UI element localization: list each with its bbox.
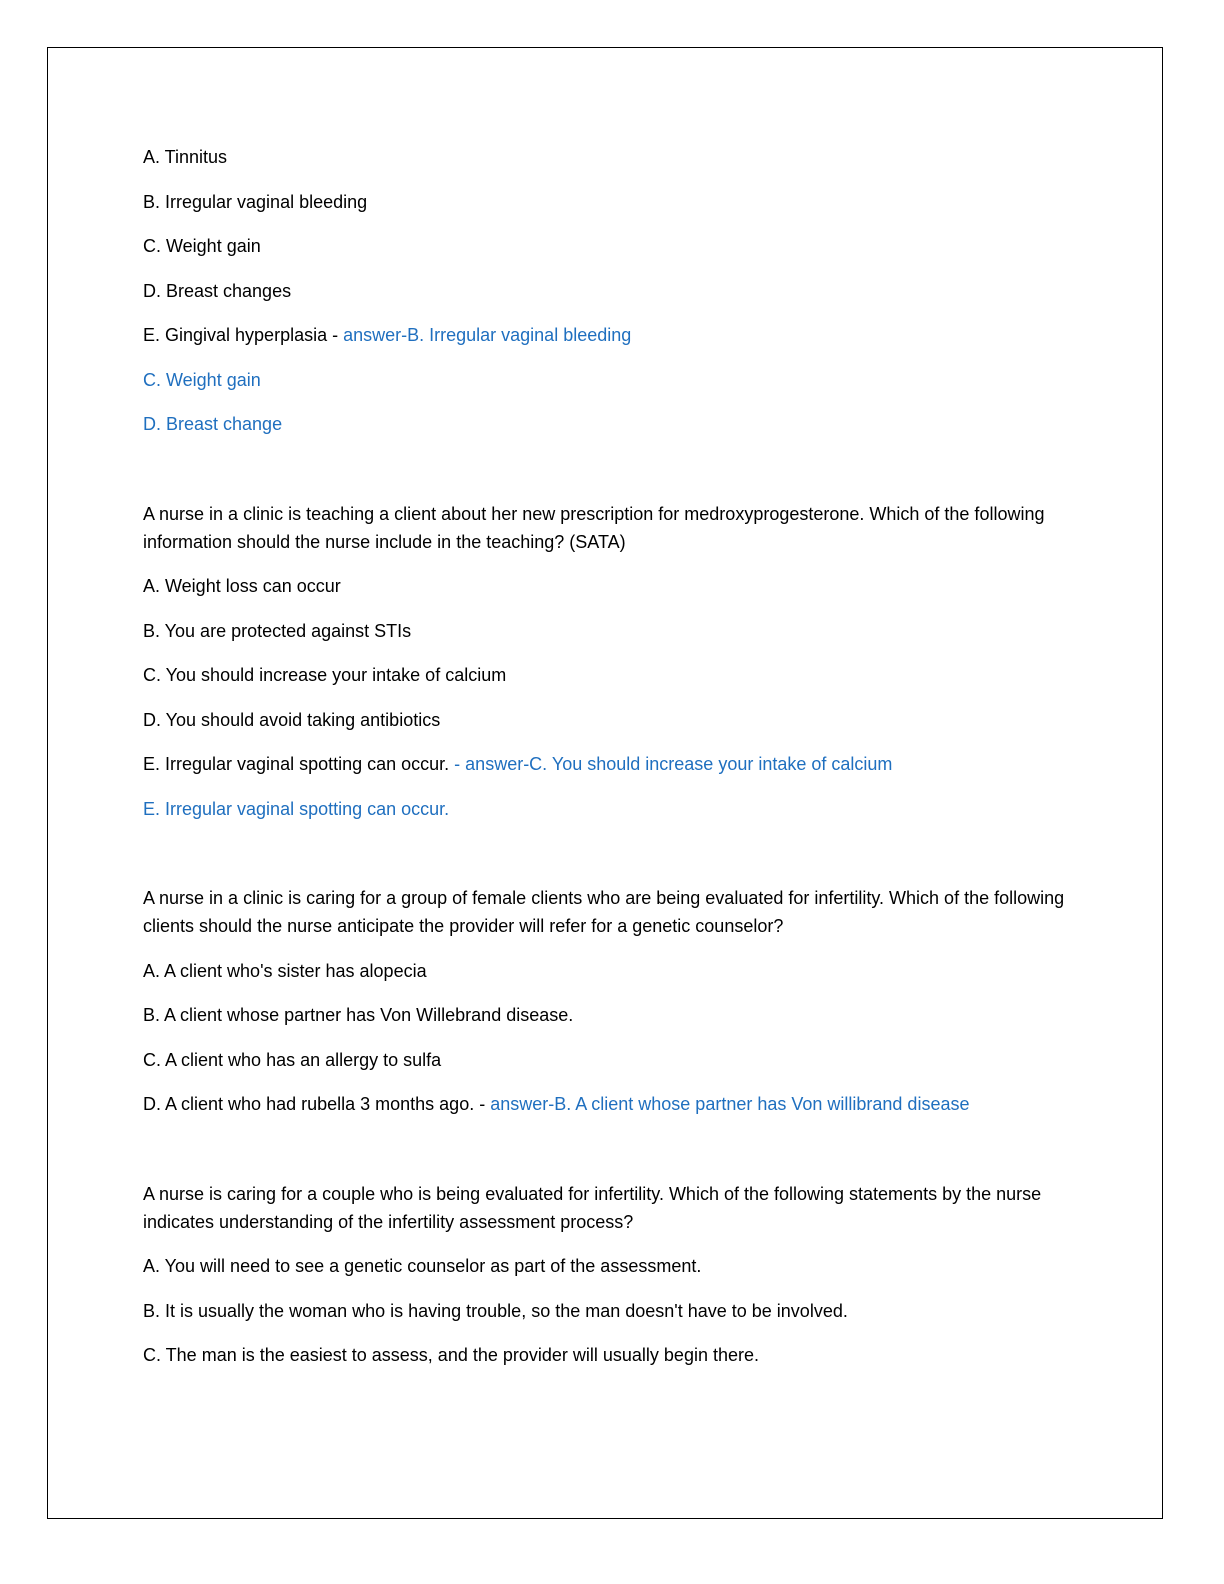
question-stem: A nurse is caring for a couple who is being evaluated for infertility. Which of the following statements by the nurse indicates understanding of the infertility assessment process?	[143, 1183, 1042, 1232]
option-d	[143, 1090, 1078, 1118]
question-3	[143, 884, 1078, 1118]
option-b: B. Irregular vaginal bleeding	[143, 191, 368, 212]
option-d-text: D. A client who had rubella 3 months ago. -	[143, 1094, 491, 1114]
answer-text: answer-B. A client whose partner has Von willibrand disease	[490, 1094, 970, 1114]
option-b: B. It is usually the woman who is having trouble, so the man doesn't have to be involved.	[143, 1300, 848, 1321]
question-2	[143, 500, 1078, 823]
spacer	[143, 455, 1078, 500]
spacer	[143, 1135, 1078, 1180]
option-a: A. Weight loss can occur	[143, 576, 341, 596]
option-e-text: E. Irregular vaginal spotting can occur.	[143, 754, 455, 774]
answer-line: C. Weight gain	[143, 369, 261, 390]
option-b: B. A client whose partner has Von Willebrand disease.	[143, 1005, 574, 1025]
option-c: C. A client who has an allergy to sulfa	[143, 1049, 442, 1070]
answer-text: - answer-C. You should increase your intake of calcium	[454, 754, 893, 774]
question-stem: A nurse in a clinic is teaching a client about her new prescription for medroxyprogesterone. Which of the following information should the nurse include in the teaching? (SATA)	[143, 503, 1045, 552]
option-c: C. The man is the easiest to assess, and the provider will usually begin there.	[143, 1345, 759, 1365]
option-a: A. A client who's sister has alopecia	[143, 960, 427, 981]
option-e	[143, 750, 1078, 778]
option-a: A. You will need to see a genetic counselor as part of the assessment.	[143, 1256, 702, 1276]
option-e-text: E. Gingival hyperplasia -	[143, 325, 344, 345]
option-d: D. You should avoid taking antibiotics	[143, 709, 441, 730]
option-c: C. You should increase your intake of calcium	[143, 665, 507, 685]
option-a: A. Tinnitus	[143, 147, 228, 167]
option-e	[143, 321, 1078, 349]
option-d: D. Breast changes	[143, 280, 292, 301]
answer-line: D. Breast change	[143, 414, 283, 434]
option-c: C. Weight gain	[143, 236, 261, 256]
question-4	[143, 1180, 1078, 1370]
answer-text: answer-B. Irregular vaginal bleeding	[343, 325, 632, 345]
spacer	[143, 839, 1078, 884]
document-body	[143, 143, 1078, 1386]
question-stem: A nurse in a clinic is caring for a group of female clients who are being evaluated for infertility. Which of the following clients should the nurse anticipate the provider will refer for a genetic counselor?	[143, 888, 1065, 936]
question-1	[143, 143, 1078, 438]
option-b: B. You are protected against STIs	[143, 620, 412, 641]
answer-line: E. Irregular vaginal spotting can occur.	[143, 798, 450, 819]
